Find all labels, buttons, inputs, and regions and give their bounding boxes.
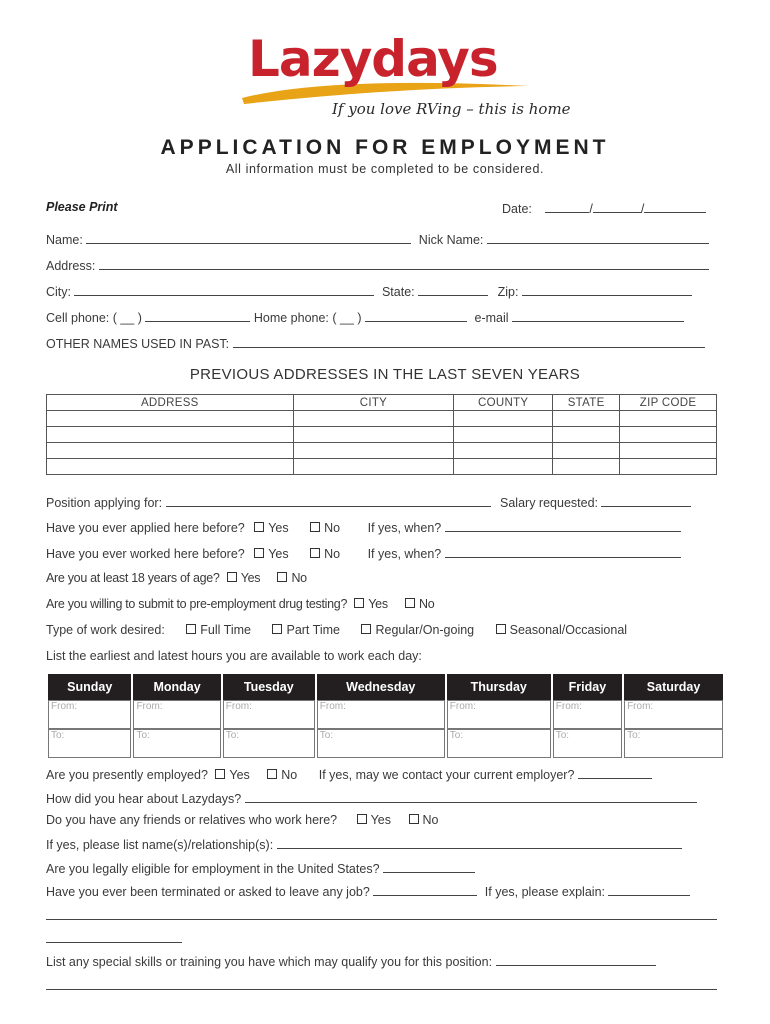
part-time-checkbox[interactable]: Part Time (272, 623, 340, 637)
table-cell[interactable] (293, 411, 454, 427)
worked-before-label: Have you ever worked here before? (46, 547, 245, 561)
from-cell[interactable]: From: (624, 700, 723, 729)
page-title: APPLICATION FOR EMPLOYMENT (160, 136, 610, 159)
zip-field[interactable] (522, 283, 692, 296)
home-phone-label: Home phone: ( __ ) (253, 311, 362, 325)
day-header: Friday (553, 674, 622, 700)
to-cell[interactable]: To: (223, 729, 315, 758)
please-print-note: Please Print (46, 200, 118, 214)
other-names-label: OTHER NAMES USED IN PAST: (46, 337, 230, 351)
list-names-row (46, 836, 717, 852)
to-row (48, 729, 723, 758)
table-cell[interactable] (293, 427, 454, 443)
applied-before-label: Have you ever applied here before? (46, 521, 245, 535)
worked-yes-checkbox[interactable]: Yes (254, 547, 288, 561)
column-header: ZIP CODE (620, 395, 717, 411)
day-header: Tuesday (223, 674, 315, 700)
city-label: City: (46, 285, 71, 299)
address-field[interactable] (99, 257, 709, 270)
employed-no-checkbox[interactable]: No (267, 768, 297, 782)
cell-label: Cell phone: ( __ ) (46, 311, 142, 325)
age-yes-checkbox[interactable]: Yes (227, 571, 261, 585)
table-cell[interactable] (47, 411, 294, 427)
age-row (46, 571, 717, 585)
table-row (47, 459, 717, 475)
date-label: Date: (502, 202, 532, 216)
to-cell[interactable]: To: (624, 729, 723, 758)
table-cell[interactable] (620, 443, 717, 459)
table-row (47, 411, 717, 427)
list-names-label: If yes, please list name(s)/relationship(s): (46, 838, 274, 852)
skills-field[interactable] (496, 953, 656, 966)
skills-line-1[interactable] (46, 989, 717, 990)
age-no-checkbox[interactable]: No (277, 571, 306, 585)
friends-label: Do you have any friends or relatives who work here? (46, 813, 338, 827)
table-cell[interactable] (553, 411, 620, 427)
work-type-row (46, 623, 717, 637)
from-cell[interactable]: From: (447, 700, 551, 729)
availability-table (46, 674, 725, 758)
column-header: STATE (553, 395, 620, 411)
worked-no-checkbox[interactable]: No (310, 547, 340, 561)
age-label: Are you at least 18 years of age? (46, 571, 220, 585)
logo-wordmark: Lazydays (248, 30, 498, 88)
explain-field[interactable] (608, 883, 690, 896)
name-field[interactable] (86, 231, 411, 244)
drug-no-checkbox[interactable]: No (405, 597, 434, 611)
logo (240, 30, 571, 125)
days-header-row (48, 674, 723, 700)
to-cell[interactable]: To: (48, 729, 131, 758)
table-cell[interactable] (620, 411, 717, 427)
worked-when-label: If yes, when? (367, 547, 442, 561)
explain-label: If yes, please explain: (484, 885, 605, 899)
worked-before-row (46, 545, 717, 561)
hear-label: How did you hear about Lazydays? (46, 792, 242, 806)
day-header: Saturday (624, 674, 723, 700)
friends-no-checkbox[interactable]: No (409, 813, 439, 827)
eligible-label: Are you legally eligible for employment in the United States? (46, 862, 380, 876)
logo-tagline: If you love RVing – this is home (332, 100, 571, 118)
table-row (47, 427, 717, 443)
table-cell[interactable] (553, 443, 620, 459)
skills-label: List any special skills or training you have which may qualify you for this position: (46, 955, 493, 969)
city-field[interactable] (74, 283, 374, 296)
work-type-label: Type of work desired: (46, 623, 165, 637)
drug-test-row (46, 597, 717, 611)
explain-line-2[interactable] (46, 942, 182, 943)
date-field[interactable]: Date: / / (502, 200, 706, 216)
state-field[interactable] (418, 283, 488, 296)
position-label: Position applying for: (46, 496, 163, 510)
table-cell[interactable] (553, 459, 620, 475)
friends-yes-checkbox[interactable]: Yes (357, 813, 391, 827)
home-phone-field[interactable] (365, 309, 467, 322)
list-names-field[interactable] (277, 836, 682, 849)
other-names-field[interactable] (233, 335, 705, 348)
name-row (46, 231, 717, 247)
eligible-row (46, 860, 717, 876)
hours-label: List the earliest and latest hours you are available to work each day: (46, 649, 422, 663)
to-cell[interactable]: To: (553, 729, 622, 758)
to-cell[interactable]: To: (317, 729, 445, 758)
worked-when-field[interactable] (445, 545, 681, 558)
table-row (47, 443, 717, 459)
explain-line-1[interactable] (46, 919, 717, 920)
table-cell[interactable] (47, 459, 294, 475)
table-cell[interactable] (454, 459, 553, 475)
email-field[interactable] (512, 309, 684, 322)
from-row (48, 700, 723, 729)
drug-test-label: Are you willing to submit to pre-employment drug testing? (46, 597, 348, 611)
column-header: COUNTY (454, 395, 553, 411)
day-header: Wednesday (317, 674, 445, 700)
email-label: e-mail (474, 311, 509, 325)
applied-before-row (46, 519, 717, 535)
table-cell[interactable] (293, 443, 454, 459)
day-header: Thursday (447, 674, 551, 700)
table-cell[interactable] (454, 427, 553, 443)
day-header: Sunday (48, 674, 131, 700)
terminated-field[interactable] (373, 883, 477, 896)
from-cell[interactable]: From: (317, 700, 445, 729)
terminated-row (46, 883, 717, 899)
address-row (46, 257, 717, 273)
to-cell[interactable]: To: (447, 729, 551, 758)
applied-yes-checkbox[interactable]: Yes (254, 521, 288, 535)
employed-row (46, 766, 717, 782)
drug-yes-checkbox[interactable]: Yes (354, 597, 388, 611)
hear-row (46, 790, 717, 806)
page-subtitle: All information must be completed to be considered. (225, 162, 545, 176)
hear-field[interactable] (245, 790, 697, 803)
eligible-field[interactable] (383, 860, 475, 873)
name-label: Name: (46, 233, 83, 247)
applied-no-checkbox[interactable]: No (310, 521, 340, 535)
other-names-row (46, 335, 717, 351)
prev-addresses-title: PREVIOUS ADDRESSES IN THE LAST SEVEN YEARS (189, 366, 581, 383)
column-header: ADDRESS (47, 395, 294, 411)
column-header: CITY (293, 395, 454, 411)
to-cell[interactable]: To: (133, 729, 220, 758)
day-header: Monday (133, 674, 220, 700)
regular-checkbox[interactable]: Regular/On-going (361, 623, 474, 637)
friends-row (46, 813, 717, 827)
nickname-label: Nick Name: (418, 233, 484, 247)
contact-employer-field[interactable] (578, 766, 652, 779)
from-cell[interactable]: From: (223, 700, 315, 729)
applied-when-label: If yes, when? (367, 521, 442, 535)
position-field[interactable] (166, 494, 491, 507)
full-time-checkbox[interactable]: Full Time (186, 623, 251, 637)
table-cell[interactable] (620, 427, 717, 443)
salary-field[interactable] (601, 494, 691, 507)
employed-yes-checkbox[interactable]: Yes (215, 768, 249, 782)
zip-label: Zip: (497, 285, 519, 299)
phone-row (46, 309, 717, 325)
prev-addresses-table (46, 394, 717, 475)
position-row (46, 494, 717, 510)
seasonal-checkbox[interactable]: Seasonal/Occasional (496, 623, 627, 637)
cell-field[interactable] (145, 309, 250, 322)
applied-when-field[interactable] (445, 519, 681, 532)
skills-row (46, 953, 717, 969)
table-cell[interactable] (47, 443, 294, 459)
table-header-row (47, 395, 717, 411)
table-cell[interactable] (620, 459, 717, 475)
employed-label: Are you presently employed? (46, 768, 208, 782)
nickname-field[interactable] (487, 231, 709, 244)
salary-label: Salary requested: (500, 496, 598, 510)
city-row (46, 283, 717, 299)
from-cell[interactable]: From: (553, 700, 622, 729)
state-label: State: (381, 285, 415, 299)
table-cell[interactable] (454, 443, 553, 459)
from-cell[interactable]: From: (48, 700, 131, 729)
contact-employer-label: If yes, may we contact your current employer? (318, 768, 575, 782)
table-cell[interactable] (47, 427, 294, 443)
table-cell[interactable] (553, 427, 620, 443)
table-cell[interactable] (454, 411, 553, 427)
table-cell[interactable] (293, 459, 454, 475)
terminated-label: Have you ever been terminated or asked to leave any job? (46, 885, 370, 899)
address-label: Address: (46, 259, 96, 273)
from-cell[interactable]: From: (133, 700, 220, 729)
